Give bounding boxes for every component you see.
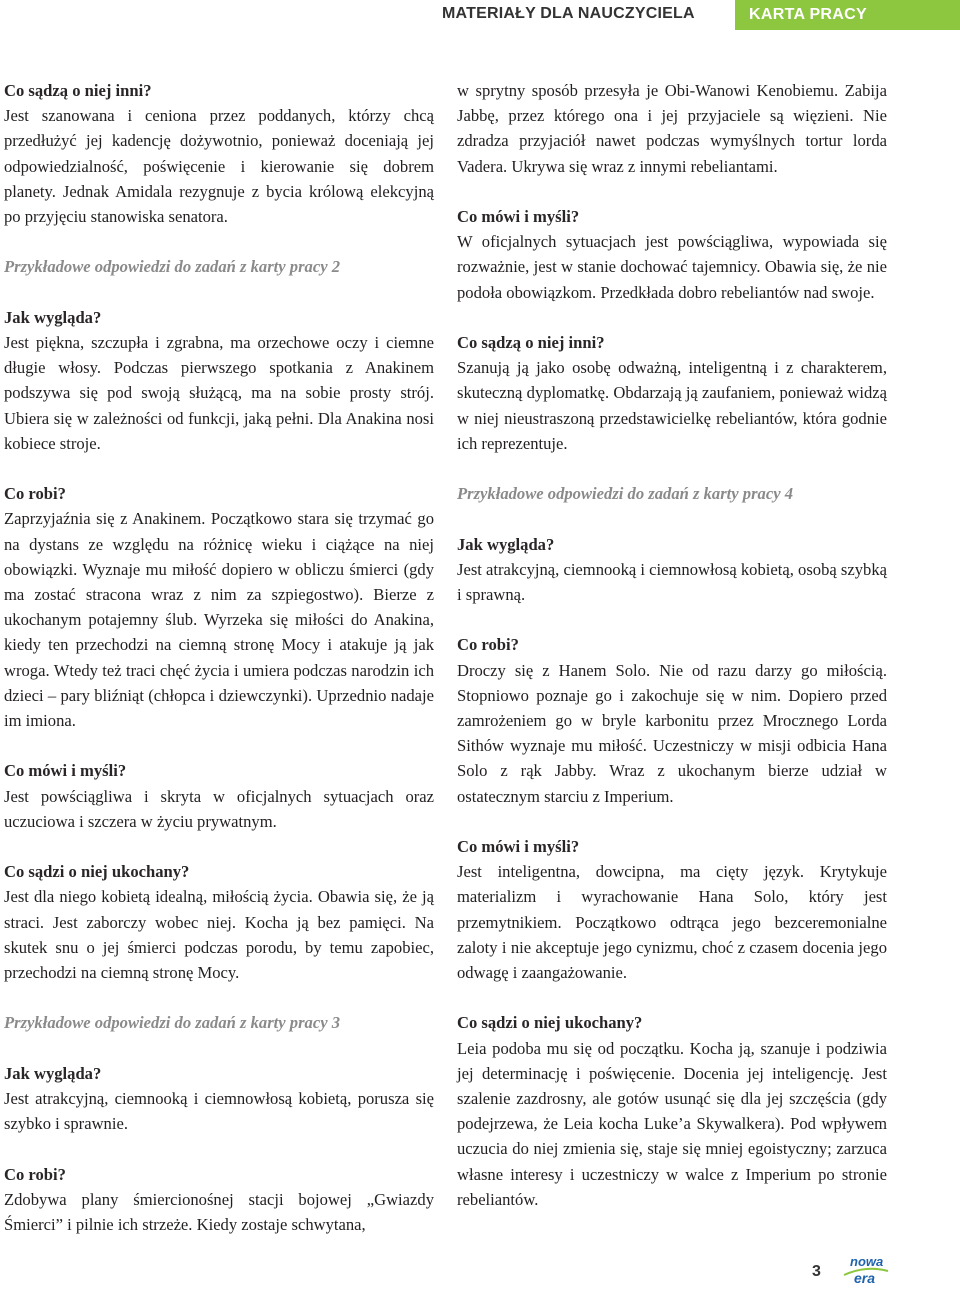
left-paragraph: Jest atrakcyjną, ciemnooką i ciemnowłosą kobietą, porusza się szybko i sprawnie. [4, 1089, 434, 1134]
left-paragraph: Jest powściągliwa i skryta w oficjalnych sytuacjach oraz uczuciowa i szczera w życiu prywatnym. [4, 786, 434, 831]
right-paragraph: Droczy się z Hanem Solo. Nie od razu darzy go miłością. Stopniowo poznaje go i zakochuje się w nim. Dopiero przed zamrożeniem go w bryle karbonitu przez Mrocznego Lorda Sithów wyznaje mu miłość. Uczestniczy w misji odbicia Hana Solo z rąk Jabby. Wraz z ukochanym bierze udział w ostatecznym starciu z Imperium. [457, 660, 887, 806]
right-paragraph: W oficjalnych sytuacjach jest powściągliwa, wypowiada się rozważnie, jest w stanie dochować tajemnicy. Obawia się, że nie podoła obowiązkom. Przedkłada dobro rebeliantów nad swoje. [457, 232, 887, 302]
header-materials-label: MATERIAŁY DLA NAUCZYCIELA [442, 5, 695, 22]
left-section-heading: Jak wygląda? [4, 307, 102, 327]
right-section-heading: Co mówi i myśli? [457, 837, 580, 856]
page-header [0, 0, 960, 30]
left-section-heading: Jak wygląda? [4, 1063, 102, 1083]
left-section-heading: Co sądzą o niej inni? [4, 81, 152, 100]
right-column [457, 78, 887, 1212]
left-paragraph: Zdobywa plany śmiercionośnej stacji bojowej „Gwiazdy Śmierci” i pilnie ich strzeże. Kiedy zostaje schwytana, [4, 1189, 434, 1235]
right-section-heading: Co sądzi o niej ukochany? [457, 1013, 643, 1033]
right-paragraph: Jest atrakcyjną, ciemnooką i ciemnowłosą kobietą, osobą szybką i sprawną. [457, 559, 887, 604]
left-paragraph: Jest dla niego kobietą idealną, miłością życia. Obawia się, że ją straci. Jest zaborczy wobec niej. Kocha ją bez pamięci. Na skutek snu o jej śmierci podczas porodu, by temu zapobiec, przechodzi na ciemną stronę Mocy. [4, 887, 434, 983]
right-section-heading: Co robi? [457, 635, 519, 655]
right-worksheet-heading: Przykładowe odpowiedzi do zadań z karty pracy 4 [457, 484, 794, 504]
right-paragraph: Jest inteligentna, dowcipna, ma cięty język. Krytykuje materializm i wyrachowanie Hana Solo, który jest przemytnikiem. Początkowo odtrąca jego bezceremonialne zaloty i nie akceptuje jego cynizmu, choć z czasem docenia jego odwagę i zaangażowanie. [457, 862, 887, 983]
right-paragraph: Leia podoba mu się od początku. Kocha ją, szanuje i podziwia jej determinację i poświęcenie. Docenia jej inteligencję. Jest szalenie zazdrosny, ale gotów usunąć się dla jej szczęścia (gdy podejrzewa, że Leia kocha Luke’a Skywalkera). Pod wpływem uczucia do niej zmienia się, staje się mniej egoistyczny; zarzuca własne interesy i uczestniczy w walce z Imperium po stronie rebeliantów. [457, 1038, 887, 1209]
left-column [4, 78, 434, 1237]
left-paragraph: Zaprzyjaźnia się z Anakinem. Początkowo stara się trzymać go na dystans ze względu na różnicę wieku i ciążące na niej obowiązki. Wyznaje mu miłość dopiero w obliczu śmierci (gdy ma zostać stracona wraz z nim za szpiegostwo). Bierze z ukochanym potajemny ślub. Wyrzeka się miłości do Anakina, kiedy ten przechodzi na ciemną stronę Mocy i atakuje ją jak wroga. Wtedy też traci chęć życia i umiera podczas narodzin ich dzieci – pary bliźniąt (chłopca i dziewczynki). Uprzednio nadaje im imiona. [4, 509, 434, 731]
left-paragraph: Jest szanowana i ceniona przez poddanych, którzy chcą przedłużyć jej kadencję dożywotnio, ponieważ doceniają jej odpowiedzialność, poświęcenie i kierowanie się dobrem planety. Jednak Amidala rezygnuje z bycia królową elekcyjną po przyjęciu stanowiska senatora. [4, 106, 434, 227]
left-worksheet-heading: Przykładowe odpowiedzi do zadań z karty pracy 2 [4, 257, 341, 277]
right-section-heading: Jak wygląda? [457, 534, 555, 554]
right-section-heading: Co mówi i myśli? [457, 207, 580, 226]
header-worksheet-badge: KARTA PRACY [735, 0, 960, 30]
left-section-heading: Co mówi i myśli? [4, 761, 127, 781]
right-paragraph: Szanują ją jako osobę odważną, inteligentną i z charakterem, skuteczną dyplomatkę. Obdarzają ją zaufaniem, ponieważ widzą w niej nieustraszoną przedstawicielkę rebeliantów, która godnie ich reprezentuje. [457, 358, 887, 453]
left-section-heading: Co robi? [4, 484, 66, 504]
left-worksheet-heading: Przykładowe odpowiedzi do zadań z karty pracy 3 [4, 1013, 341, 1033]
logo-text-bottom: era [854, 1270, 876, 1286]
left-section-heading: Co sądzi o niej ukochany? [4, 862, 190, 882]
logo-text-top: nowa [850, 1254, 884, 1269]
nowa-era-logo [842, 1253, 890, 1287]
right-section-heading: Co sądzą o niej inni? [457, 333, 605, 352]
left-paragraph: Jest piękna, szczupła i zgrabna, ma orzechowe oczy i ciemne długie włosy. Podczas pierwszego spotkania z Anakinem podszywa się pod swoją służącą, ma na sobie prosty strój. Ubiera się w zależności od funkcji, jaką pełni. Dla Anakina nosi kobiece stroje. [4, 333, 434, 453]
page-number: 3 [812, 1263, 821, 1280]
right-paragraph: w sprytny sposób przesyła je Obi-Wanowi Kenobiemu. Zabija Jabbę, przez którego ona i jej przyjaciele są więzieni. Nie zdradza przyjaciół nawet podczas wymyślnych tortur lorda Vadera. Ukrywa się wraz z innymi rebeliantami. [457, 81, 887, 176]
left-section-heading: Co robi? [4, 1164, 66, 1184]
